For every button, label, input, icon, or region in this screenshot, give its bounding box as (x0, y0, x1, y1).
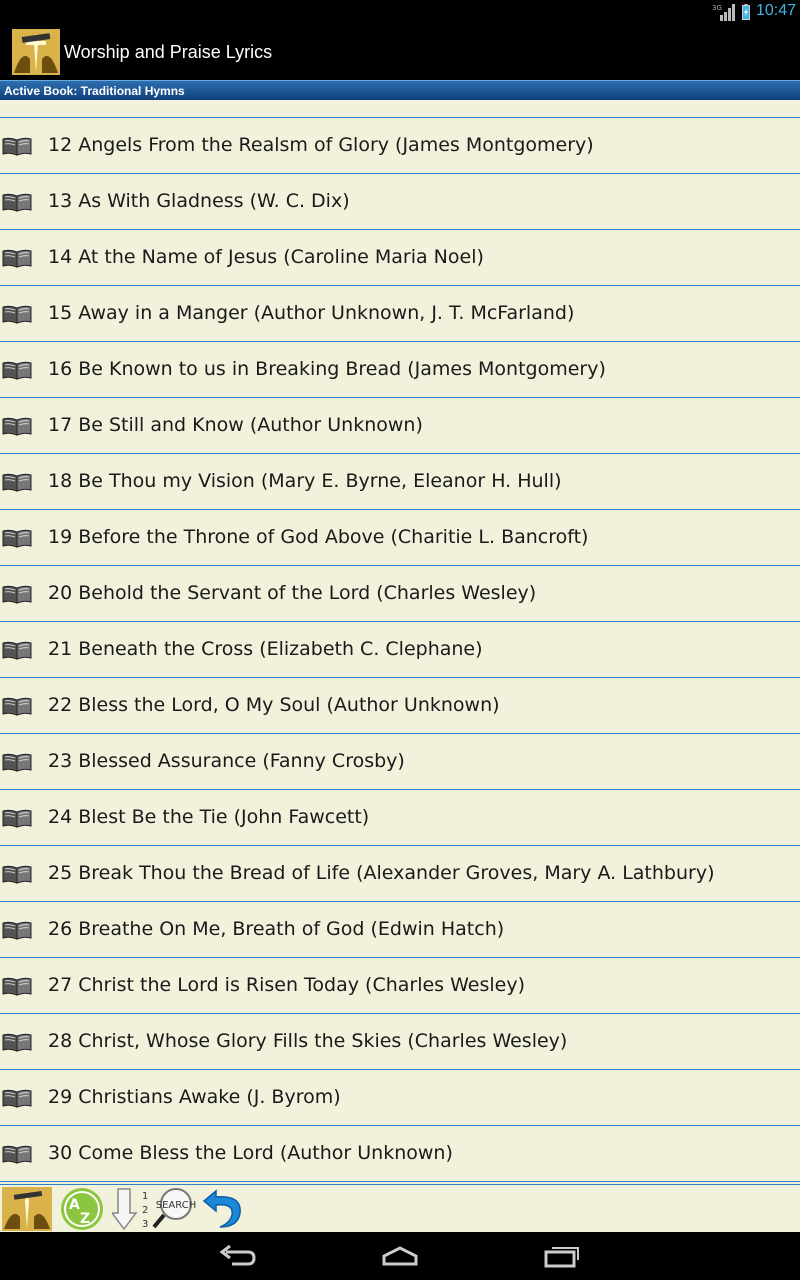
hymn-title: 14 At the Name of Jesus (Caroline Maria Noel) (48, 246, 484, 268)
list-item[interactable] (0, 454, 800, 510)
svg-text:A: A (69, 1197, 80, 1213)
hymn-title: 28 Christ, Whose Glory Fills the Skies (Charles Wesley) (48, 1030, 568, 1052)
app-title: Worship and Praise Lyrics (64, 42, 273, 62)
clock: 10:47 (755, 2, 796, 19)
nav-recents-icon[interactable] (542, 1242, 582, 1270)
book-select-button[interactable] (2, 1187, 52, 1231)
list-item[interactable] (0, 342, 800, 398)
hymn-title: 16 Be Known to us in Breaking Bread (James Montgomery) (48, 358, 606, 380)
list-item[interactable] (0, 846, 800, 902)
book-icon (2, 1032, 32, 1052)
list-item[interactable] (0, 118, 800, 174)
book-icon (2, 304, 32, 324)
hymn-list[interactable] (0, 100, 800, 1184)
list-item[interactable] (0, 510, 800, 566)
list-item[interactable] (0, 734, 800, 790)
list-item[interactable] (0, 100, 800, 118)
hymn-title: 17 Be Still and Know (Author Unknown) (48, 414, 423, 436)
list-item[interactable] (0, 622, 800, 678)
book-icon (2, 752, 32, 772)
active-book-banner: Active Book: Traditional Hymns (0, 80, 800, 100)
svg-text:3: 3 (142, 1219, 149, 1230)
network-signal-icon (712, 3, 740, 21)
hymn-title: 21 Beneath the Cross (Elizabeth C. Clephane) (48, 638, 483, 660)
list-item[interactable] (0, 398, 800, 454)
undo-arrow-icon (202, 1187, 246, 1231)
book-icon (2, 696, 32, 716)
list-item[interactable] (0, 958, 800, 1014)
nav-home-icon[interactable] (380, 1242, 420, 1270)
svg-text:2: 2 (142, 1205, 149, 1216)
hymn-title: 23 Blessed Assurance (Fanny Crosby) (48, 750, 405, 772)
hymn-title: 18 Be Thou my Vision (Mary E. Byrne, Eleanor H. Hull) (48, 470, 562, 492)
hymn-title: 30 Come Bless the Lord (Author Unknown) (48, 1142, 453, 1164)
list-item[interactable] (0, 174, 800, 230)
sort-number-button[interactable] (112, 1187, 154, 1231)
hymn-title: 25 Break Thou the Bread of Life (Alexander Groves, Mary A. Lathbury) (48, 862, 715, 884)
list-item[interactable] (0, 678, 800, 734)
hymn-title: 29 Christians Awake (J. Byrom) (48, 1086, 341, 1108)
list-item[interactable] (0, 1126, 800, 1182)
hymn-title: 15 Away in a Manger (Author Unknown, J. T. McFarland) (48, 302, 575, 324)
book-icon (2, 640, 32, 660)
app-logo-icon[interactable] (12, 29, 60, 75)
svg-text:Z: Z (80, 1211, 91, 1227)
list-item[interactable] (0, 286, 800, 342)
list-item[interactable] (0, 1070, 800, 1126)
book-icon (2, 920, 32, 940)
book-icon (2, 808, 32, 828)
hymn-title: 12 Angels From the Realsm of Glory (James Montgomery) (48, 134, 594, 156)
book-icon (2, 1088, 32, 1108)
search-button[interactable] (152, 1187, 198, 1231)
book-icon (2, 192, 32, 212)
book-icon (2, 1144, 32, 1164)
list-item[interactable] (0, 1014, 800, 1070)
book-icon (2, 416, 32, 436)
svg-text:SEARCH: SEARCH (155, 1200, 197, 1211)
bottom-toolbar (0, 1184, 800, 1232)
list-item[interactable] (0, 790, 800, 846)
sort-az-button[interactable] (58, 1187, 106, 1231)
book-icon (2, 976, 32, 996)
book-icon (2, 136, 32, 156)
svg-text:1: 1 (142, 1191, 149, 1202)
list-item[interactable] (0, 566, 800, 622)
action-bar (0, 24, 800, 80)
battery-icon (742, 4, 750, 20)
book-icon (2, 248, 32, 268)
svg-text:3G: 3G (712, 4, 722, 12)
status-bar (0, 0, 800, 24)
list-item[interactable] (0, 902, 800, 958)
nav-back-icon[interactable] (218, 1242, 258, 1270)
back-button[interactable] (202, 1187, 246, 1231)
list-item[interactable] (0, 230, 800, 286)
book-icon (2, 528, 32, 548)
hymn-title: 13 As With Gladness (W. C. Dix) (48, 190, 350, 212)
book-icon (2, 472, 32, 492)
hymn-title: 27 Christ the Lord is Risen Today (Charles Wesley) (48, 974, 526, 996)
hymn-title: 22 Bless the Lord, O My Soul (Author Unknown) (48, 694, 500, 716)
hymn-title: 20 Behold the Servant of the Lord (Charles Wesley) (48, 582, 537, 604)
search-icon (152, 1187, 198, 1231)
book-icon (2, 864, 32, 884)
hymn-title: 24 Blest Be the Tie (John Fawcett) (48, 806, 370, 828)
book-icon (2, 360, 32, 380)
sort-az-icon (58, 1187, 106, 1231)
hymn-title: 19 Before the Throne of God Above (Charitie L. Bancroft) (48, 526, 589, 548)
book-icon (2, 584, 32, 604)
hymn-title: 26 Breathe On Me, Breath of God (Edwin Hatch) (48, 918, 505, 940)
system-nav-bar (0, 1232, 800, 1280)
book-logo-icon (2, 1187, 52, 1231)
sort-number-icon (112, 1187, 154, 1231)
